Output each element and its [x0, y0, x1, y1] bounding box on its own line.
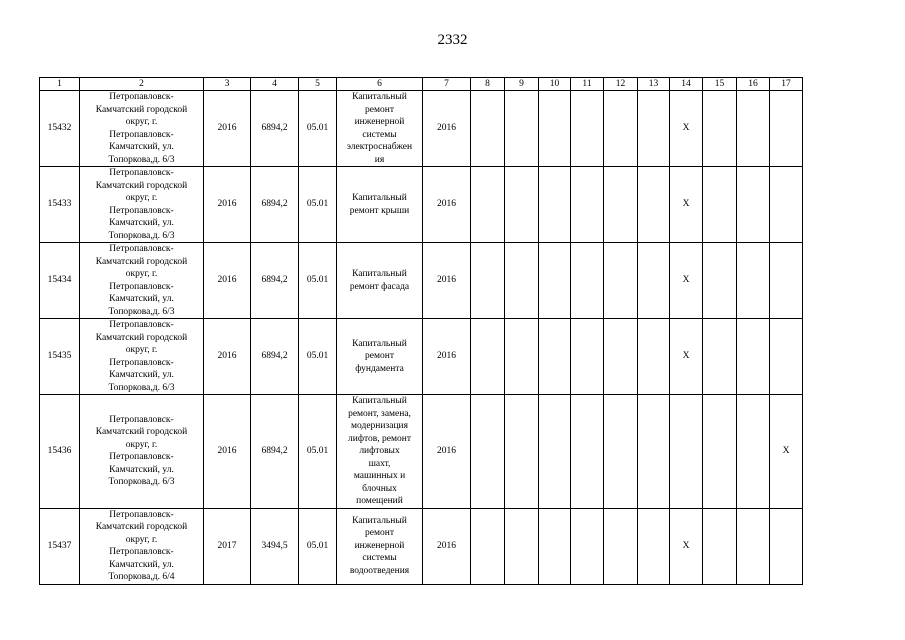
- year-cell: 2016: [204, 243, 251, 319]
- code-cell: 05.01: [299, 395, 337, 509]
- plan-year-cell: 2016: [423, 395, 471, 509]
- empty-cell: [471, 91, 505, 167]
- work-type-cell: Капитальный ремонт фундамента: [337, 319, 423, 395]
- empty-cell: [638, 243, 670, 319]
- column-number-header: 9: [505, 78, 539, 91]
- code-cell: 05.01: [299, 243, 337, 319]
- column-number-row: [40, 78, 803, 91]
- code-cell: 05.01: [299, 167, 337, 243]
- plan-year-cell: 2016: [423, 243, 471, 319]
- column-number-header: 10: [539, 78, 571, 91]
- column-number-header: 12: [604, 78, 638, 91]
- empty-cell: [505, 508, 539, 584]
- table-row: [40, 167, 803, 243]
- table-row: [40, 91, 803, 167]
- year-cell: 2017: [204, 508, 251, 584]
- address-cell: Петропавловск- Камчатский городской округ, г. Петропавловск- Камчатский, ул. Топоркова,д. 6/3: [80, 91, 204, 167]
- empty-cell: [604, 243, 638, 319]
- column-number-header: 5: [299, 78, 337, 91]
- mark-cell: X: [770, 395, 803, 509]
- mark-cell: X: [670, 243, 703, 319]
- empty-cell: [638, 395, 670, 509]
- table-row: [40, 508, 803, 584]
- empty-cell: [539, 167, 571, 243]
- empty-cell: [770, 319, 803, 395]
- record-id-cell: 15432: [40, 91, 80, 167]
- column-number-header: 7: [423, 78, 471, 91]
- column-number-header: 17: [770, 78, 803, 91]
- empty-cell: [471, 243, 505, 319]
- empty-cell: [737, 167, 770, 243]
- empty-cell: [505, 167, 539, 243]
- column-number-header: 16: [737, 78, 770, 91]
- empty-cell: [703, 91, 737, 167]
- empty-cell: [638, 91, 670, 167]
- column-number-header: 11: [571, 78, 604, 91]
- record-id-cell: 15434: [40, 243, 80, 319]
- column-number-header: 8: [471, 78, 505, 91]
- empty-cell: [571, 395, 604, 509]
- empty-cell: [703, 508, 737, 584]
- empty-cell: [539, 395, 571, 509]
- plan-year-cell: 2016: [423, 508, 471, 584]
- column-number-header: 15: [703, 78, 737, 91]
- mark-cell: X: [670, 91, 703, 167]
- empty-cell: [571, 91, 604, 167]
- empty-cell: [737, 243, 770, 319]
- empty-cell: [737, 395, 770, 509]
- empty-cell: [471, 319, 505, 395]
- empty-cell: [505, 395, 539, 509]
- empty-cell: [505, 243, 539, 319]
- column-number-header: 13: [638, 78, 670, 91]
- empty-cell: [604, 508, 638, 584]
- empty-cell: [737, 508, 770, 584]
- empty-cell: [571, 243, 604, 319]
- table-body: [40, 78, 803, 585]
- work-type-cell: Капитальный ремонт, замена, модернизация лифтов, ремонт лифтовых шахт, машинных и блочных помещений: [337, 395, 423, 509]
- mark-cell: X: [670, 167, 703, 243]
- year-cell: 2016: [204, 167, 251, 243]
- work-type-cell: Капитальный ремонт инженерной системы электроснабжен ия: [337, 91, 423, 167]
- empty-cell: [670, 395, 703, 509]
- year-cell: 2016: [204, 91, 251, 167]
- table-row: [40, 395, 803, 509]
- code-cell: 05.01: [299, 319, 337, 395]
- column-number-header: 14: [670, 78, 703, 91]
- area-cell: 6894,2: [251, 319, 299, 395]
- empty-cell: [638, 167, 670, 243]
- repair-registry-table: [39, 77, 803, 585]
- empty-cell: [571, 167, 604, 243]
- work-type-cell: Капитальный ремонт фасада: [337, 243, 423, 319]
- work-type-cell: Капитальный ремонт инженерной системы водоотведения: [337, 508, 423, 584]
- empty-cell: [539, 91, 571, 167]
- empty-cell: [737, 319, 770, 395]
- empty-cell: [539, 243, 571, 319]
- plan-year-cell: 2016: [423, 91, 471, 167]
- empty-cell: [571, 508, 604, 584]
- area-cell: 6894,2: [251, 167, 299, 243]
- column-number-header: 3: [204, 78, 251, 91]
- empty-cell: [770, 508, 803, 584]
- plan-year-cell: 2016: [423, 167, 471, 243]
- empty-cell: [703, 167, 737, 243]
- record-id-cell: 15436: [40, 395, 80, 509]
- year-cell: 2016: [204, 395, 251, 509]
- column-number-header: 6: [337, 78, 423, 91]
- empty-cell: [604, 167, 638, 243]
- column-number-header: 2: [80, 78, 204, 91]
- table-row: [40, 243, 803, 319]
- empty-cell: [471, 395, 505, 509]
- address-cell: Петропавловск- Камчатский городской округ, г. Петропавловск- Камчатский, ул. Топоркова,д. 6/3: [80, 243, 204, 319]
- empty-cell: [703, 395, 737, 509]
- address-cell: Петропавловск- Камчатский городской округ, г. Петропавловск- Камчатский, ул. Топоркова,д. 6/3: [80, 167, 204, 243]
- empty-cell: [604, 91, 638, 167]
- empty-cell: [471, 167, 505, 243]
- empty-cell: [505, 91, 539, 167]
- empty-cell: [604, 319, 638, 395]
- record-id-cell: 15435: [40, 319, 80, 395]
- empty-cell: [505, 319, 539, 395]
- code-cell: 05.01: [299, 508, 337, 584]
- plan-year-cell: 2016: [423, 319, 471, 395]
- address-cell: Петропавловск- Камчатский городской округ, г. Петропавловск- Камчатский, ул. Топоркова,д. 6/3: [80, 395, 204, 509]
- area-cell: 6894,2: [251, 395, 299, 509]
- year-cell: 2016: [204, 319, 251, 395]
- empty-cell: [638, 508, 670, 584]
- column-number-header: 4: [251, 78, 299, 91]
- empty-cell: [737, 91, 770, 167]
- empty-cell: [539, 319, 571, 395]
- work-type-cell: Капитальный ремонт крыши: [337, 167, 423, 243]
- area-cell: 6894,2: [251, 243, 299, 319]
- record-id-cell: 15437: [40, 508, 80, 584]
- empty-cell: [638, 319, 670, 395]
- page-number: 2332: [437, 32, 468, 48]
- mark-cell: X: [670, 508, 703, 584]
- empty-cell: [770, 243, 803, 319]
- empty-cell: [770, 167, 803, 243]
- area-cell: 6894,2: [251, 91, 299, 167]
- empty-cell: [703, 319, 737, 395]
- empty-cell: [571, 319, 604, 395]
- record-id-cell: 15433: [40, 167, 80, 243]
- empty-cell: [703, 243, 737, 319]
- mark-cell: X: [670, 319, 703, 395]
- empty-cell: [471, 508, 505, 584]
- empty-cell: [539, 508, 571, 584]
- empty-cell: [770, 91, 803, 167]
- code-cell: 05.01: [299, 91, 337, 167]
- column-number-header: 1: [40, 78, 80, 91]
- table-row: [40, 319, 803, 395]
- area-cell: 3494,5: [251, 508, 299, 584]
- address-cell: Петропавловск- Камчатский городской округ, г. Петропавловск- Камчатский, ул. Топоркова,д. 6/3: [80, 319, 204, 395]
- address-cell: Петропавловск- Камчатский городской округ, г. Петропавловск- Камчатский, ул. Топоркова,д. 6/4: [80, 508, 204, 584]
- empty-cell: [604, 395, 638, 509]
